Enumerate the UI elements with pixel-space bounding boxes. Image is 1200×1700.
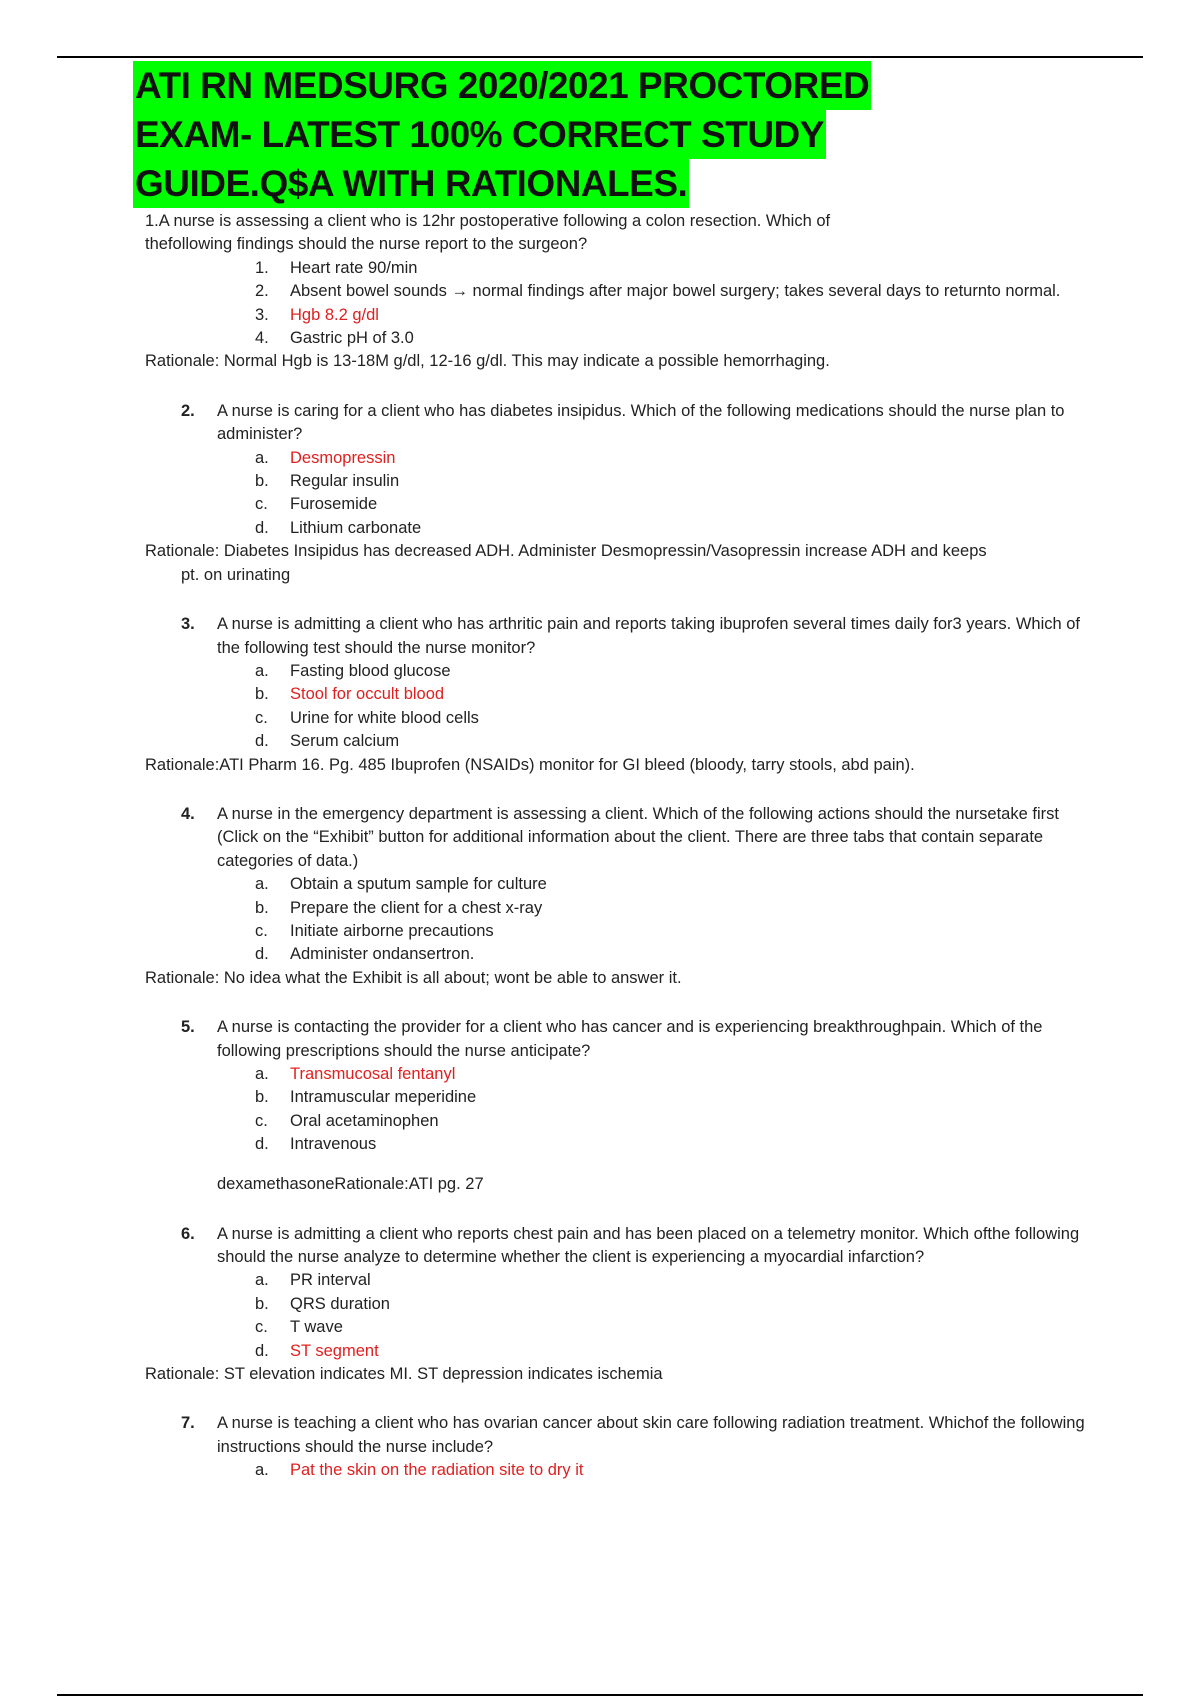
title-line-3: GUIDE.Q$A WITH RATIONALES. [133, 159, 689, 208]
rationale [145, 540, 1085, 587]
option-number: 4. [255, 329, 269, 348]
option-b [145, 1293, 1085, 1316]
rationale: Rationale: Normal Hgb is 13-18M g/dl, 12-16 g/dl. This may indicate a possible hemorrhaging. [145, 352, 830, 371]
question-stem [145, 210, 1085, 257]
option-text: Hgb 8.2 g/dl [290, 305, 379, 324]
option-number: 1. [255, 258, 269, 277]
option-a [145, 660, 1085, 683]
question-number: 6. [181, 1224, 195, 1243]
options-list [145, 1269, 1085, 1363]
question-1 [145, 210, 1085, 374]
option-c [145, 707, 1085, 730]
question-5 [145, 1016, 1085, 1063]
option-letter: d. [255, 1135, 269, 1154]
options-list [145, 1459, 1085, 1482]
question-stem: A nurse is caring for a client who has diabetes insipidus. Which of the following medications should the nurse plan to administer? [217, 401, 1065, 444]
title-line-1: ATI RN MEDSURG 2020/2021 PROCTORED [133, 61, 871, 110]
option-text: ST segment [290, 1341, 379, 1360]
question-number: 4. [181, 804, 195, 823]
question-7 [145, 1412, 1085, 1459]
option-text: Administer ondansertron. [290, 945, 475, 964]
options-list [145, 660, 1085, 754]
question-stem: A nurse is admitting a client who has arthritic pain and reports taking ibuprofen several times daily for3 years. Which of the following test should the nurse monitor? [217, 615, 1081, 657]
option-c [145, 1110, 1085, 1133]
option-text: Pat the skin on the radiation site to dry it [290, 1461, 584, 1480]
option-d [145, 1133, 1085, 1156]
option-2 [145, 280, 1085, 303]
option-3-correct [145, 304, 1085, 327]
option-d [145, 943, 1085, 966]
option-b [145, 470, 1085, 493]
option-letter: b. [255, 685, 269, 704]
option-letter: c. [255, 708, 268, 727]
option-letter: b. [255, 1294, 269, 1313]
option-letter: b. [255, 472, 269, 491]
option-text: Intravenous [290, 1135, 377, 1154]
option-letter: a. [255, 1065, 269, 1083]
option-1 [145, 257, 1085, 280]
option-letter: c. [255, 1318, 268, 1337]
question-stem: A nurse is admitting a client who reports chest pain and has been placed on a telemetry monitor. Which ofthe following should the nurse analyze to determine whether the client is experiencing a myocardial infarction? [217, 1224, 1080, 1266]
option-a-correct [145, 447, 1085, 470]
question-stem: A nurse is contacting the provider for a client who has cancer and is experiencing breakthroughpain. Which of the following prescriptions should the nurse anticipate? [217, 1018, 1043, 1060]
option-d [145, 730, 1085, 753]
options-list [145, 447, 1085, 541]
option-letter: a. [255, 661, 269, 680]
question-stem: A nurse in the emergency department is assessing a client. Which of the following actions should the nursetake first (Click on the “Exhibit” button for additional information about the client. There are three tabs that contain separate categories of data.) [217, 804, 1059, 870]
option-text: Absent bowel sounds → normal findings after major bowel surgery; takes several days to returnto normal. [290, 282, 1061, 301]
option-text: Desmopressin [290, 448, 396, 467]
question-stem: A nurse is teaching a client who has ovarian cancer about skin care following radiation treatment. Whichof the following instructions should the nurse include? [217, 1414, 1085, 1456]
rationale-line-1: Rationale: Diabetes Insipidus has decreased ADH. Administer Desmopressin/Vasopressin increase ADH and keeps [145, 542, 987, 561]
rationale-line-2: pt. on urinating [181, 565, 291, 584]
question-number: 2. [181, 401, 195, 420]
option-letter: d. [255, 518, 269, 537]
option-a [145, 1269, 1085, 1292]
options-list [145, 873, 1085, 967]
option-text: Prepare the client for a chest x-ray [290, 898, 543, 917]
option-letter: a. [255, 1461, 269, 1480]
option-letter: d. [255, 732, 269, 751]
question-number: 5. [181, 1018, 195, 1037]
option-letter: a. [255, 875, 269, 894]
question-2 [145, 400, 1085, 447]
question-4 [145, 803, 1085, 873]
option-4 [145, 327, 1085, 350]
question-6 [145, 1223, 1085, 1270]
option-c [145, 920, 1085, 943]
option-text: Lithium carbonate [290, 518, 422, 537]
question-3 [145, 613, 1085, 660]
option-letter: c. [255, 1111, 268, 1130]
option-number: 2. [255, 282, 269, 301]
option-text: PR interval [290, 1271, 371, 1290]
option-text: Regular insulin [290, 472, 400, 491]
options-list [145, 1063, 1085, 1157]
option-text: Intramuscular meperidine [290, 1088, 477, 1107]
options-list [145, 257, 1085, 351]
option-letter: c. [255, 495, 268, 514]
title-line-2: EXAM- LATEST 100% CORRECT STUDY [133, 110, 826, 159]
top-rule [57, 56, 1143, 58]
option-text: Furosemide [290, 495, 378, 514]
option-number: 3. [255, 305, 269, 324]
rationale: Rationale:ATI Pharm 16. Pg. 485 Ibuprofen (NSAIDs) monitor for GI bleed (bloody, tarry stools, abd pain). [145, 755, 915, 774]
question-number: 7. [181, 1414, 195, 1433]
option-text: Transmucosal fentanyl [290, 1065, 456, 1083]
option-text: QRS duration [290, 1294, 390, 1313]
option-b [145, 1086, 1085, 1109]
stem-line-1: 1.A nurse is assessing a client who is 12hr postoperative following a colon resection. Which of [145, 212, 831, 230]
rationale: dexamethasoneRationale:ATI pg. 27 [217, 1175, 484, 1194]
option-text: Urine for white blood cells [290, 708, 479, 727]
option-text: Obtain a sputum sample for culture [290, 875, 547, 894]
option-letter: d. [255, 1341, 269, 1360]
rationale: Rationale: No idea what the Exhibit is all about; wont be able to answer it. [145, 968, 682, 987]
option-a-correct [145, 1063, 1085, 1086]
option-letter: a. [255, 448, 269, 467]
stem-line-2: thefollowing findings should the nurse report to the surgeon? [145, 235, 588, 254]
option-text: Fasting blood glucose [290, 661, 451, 680]
option-letter: b. [255, 898, 269, 917]
option-text: Heart rate 90/min [290, 258, 418, 277]
option-text: T wave [290, 1318, 343, 1337]
rationale: Rationale: ST elevation indicates MI. ST depression indicates ischemia [145, 1364, 663, 1383]
option-text: Gastric pH of 3.0 [290, 329, 414, 348]
option-letter: b. [255, 1088, 269, 1107]
option-text: Serum calcium [290, 732, 400, 751]
option-a [145, 873, 1085, 896]
option-text: Initiate airborne precautions [290, 921, 494, 940]
option-a-correct [145, 1459, 1085, 1482]
option-b-correct [145, 683, 1085, 706]
option-d-correct [145, 1340, 1085, 1363]
option-c [145, 493, 1085, 516]
option-d [145, 517, 1085, 540]
document-title [133, 61, 871, 208]
option-c [145, 1316, 1085, 1339]
option-b [145, 897, 1085, 920]
option-letter: a. [255, 1271, 269, 1290]
question-list [145, 210, 1085, 1483]
option-letter: d. [255, 945, 269, 964]
option-letter: c. [255, 921, 268, 940]
option-text: Stool for occult blood [290, 685, 445, 704]
question-number: 3. [181, 615, 195, 634]
bottom-rule [57, 1694, 1143, 1696]
option-text: Oral acetaminophen [290, 1111, 439, 1130]
